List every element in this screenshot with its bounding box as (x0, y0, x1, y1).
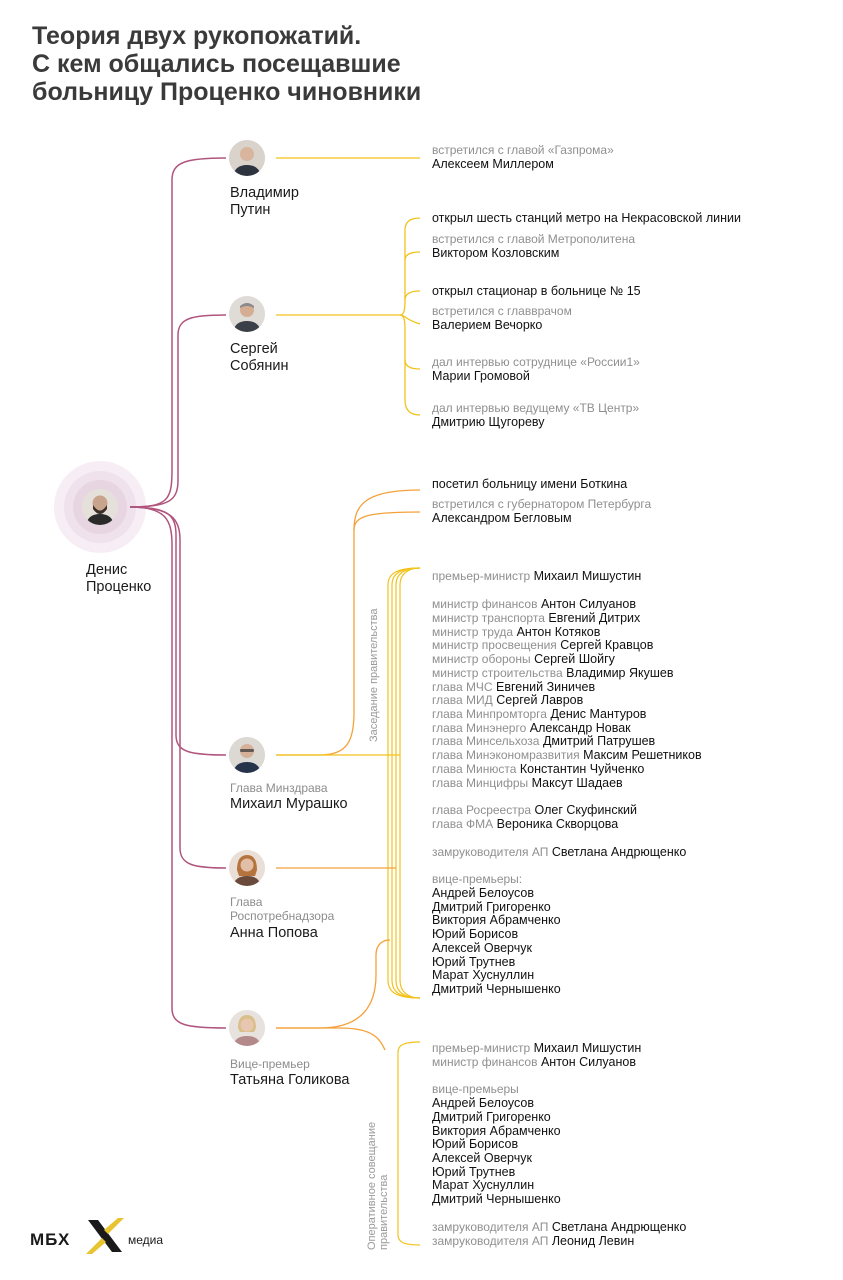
list-item: глава Росреестра Олег Скуфинский (432, 803, 638, 817)
sobyanin-avatar (229, 296, 265, 332)
trunk-to-murashko (130, 507, 226, 755)
person-avatar-icon (229, 1010, 265, 1046)
list-item: Алексей Оверчук (432, 941, 532, 955)
golikova-to-gov (276, 940, 390, 1028)
list-item: министр транспорта Евгений Дитрих (432, 611, 641, 625)
list-item: Виктория Абрамченко (432, 913, 561, 927)
sobyanin-branch-down2 (405, 360, 420, 369)
mbh-x-logo-icon (84, 1216, 126, 1256)
list-item: глава ФМА Вероника Скворцова (432, 817, 619, 831)
sobyanin-link-1: открыл шесть станций метро на Некрасовской линии (432, 211, 741, 225)
list-item: Юрий Трутнев (432, 955, 516, 969)
popova-name: Анна Попова (230, 925, 318, 941)
list-item: глава Минцифры Максут Шадаев (432, 776, 623, 790)
sobyanin-branch-mid (405, 291, 420, 300)
murashko-link-lines (276, 490, 420, 755)
page-title (32, 22, 592, 106)
person-avatar-icon (229, 850, 265, 886)
op-bracket-top (398, 1042, 420, 1060)
op-meeting-label: Оперативное совещание правительства (366, 1121, 390, 1250)
gov-bracket-4 (400, 568, 420, 755)
golikova-link-lines (276, 940, 390, 1050)
sobyanin-link-2: встретился с главой Метрополитена Виктором Козловским (432, 232, 635, 260)
sobyanin-link-6: дал интервью ведущему «ТВ Центр» Дмитрию Щугореву (432, 401, 640, 429)
sobyanin-link-5: дал интервью сотруднице «России1» Марии Громовой (432, 355, 640, 383)
title-line-2: С кем общались посещавшие (32, 50, 401, 78)
list-item: министр финансов Антон Силуанов (432, 1055, 636, 1069)
list-item: министр финансов Антон Силуанов (432, 597, 636, 611)
logo-text: МБХ (30, 1230, 71, 1249)
person-avatar-icon (82, 489, 118, 525)
murashko-to-botkin (276, 490, 420, 755)
murashko-name: Михаил Мурашко (230, 796, 348, 812)
list-item: Дмитрий Григоренко (432, 1110, 551, 1124)
gov-meeting-label: Заседание правительства (368, 608, 380, 742)
person-avatar-icon (229, 737, 265, 773)
list-item: Марат Хуснуллин (432, 968, 535, 982)
golikova-to-op (276, 1028, 385, 1050)
list-item: Дмитрий Чернышенко (432, 1192, 561, 1206)
list-item: глава МЧС Евгений Зиничев (432, 680, 596, 694)
list-item: Андрей Белоусов (432, 1096, 534, 1110)
logo-subtitle: медиа (128, 1233, 164, 1247)
trunk-to-sobyanin (130, 315, 226, 507)
gov-bracket-1 (388, 568, 420, 755)
popova-avatar (229, 850, 265, 886)
list-item: Юрий Трутнев (432, 1165, 516, 1179)
list-item: министр просвещения Сергей Кравцов (432, 638, 654, 652)
vice-premiers-label: вице-премьеры: (432, 872, 523, 886)
protsenko-avatar (82, 489, 118, 525)
list-item: глава Минпромторга Денис Мантуров (432, 707, 647, 721)
list-item: министр обороны Сергей Шойгу (432, 652, 615, 666)
list-item: Дмитрий Чернышенко (432, 982, 561, 996)
protsenko-name: Денис Проценко (86, 562, 152, 595)
sobyanin-branch-up (400, 218, 420, 315)
list-item: глава Минэкономразвития Максим Решетников (432, 748, 702, 762)
murashko-role: Глава Минздрава (230, 781, 328, 795)
op-vice-premiers-label: вице-премьеры (432, 1082, 519, 1096)
murashko-to-beglov (354, 512, 420, 530)
list-item: замруководителя АП Светлана Андрющенко (432, 845, 687, 859)
golikova-avatar (229, 1010, 265, 1046)
sobyanin-branch-down (400, 315, 420, 415)
list-item: Юрий Борисов (432, 1137, 519, 1151)
gov-bracket-8 (400, 755, 420, 998)
murashko-link-1: посетил больницу имени Боткина (432, 477, 628, 491)
list-item: замруководителя АП Леонид Левин (432, 1234, 635, 1248)
putin-link-1: встретился с главой «Газпрома» Алексеем Миллером (432, 143, 614, 171)
op-bracket-lines (398, 1042, 420, 1245)
list-item: глава МИД Сергей Лавров (432, 693, 584, 707)
title-line-3: больницу Проценко чиновники (32, 78, 422, 106)
list-item: глава Минсельхоза Дмитрий Патрушев (432, 734, 656, 748)
person-avatar-icon (229, 296, 265, 332)
list-item: премьер-министр Михаил Мишустин (432, 1041, 642, 1055)
putin-avatar (229, 140, 265, 176)
list-item: замруководителя АП Светлана Андрющенко (432, 1220, 687, 1234)
golikova-name: Татьяна Голикова (230, 1072, 350, 1088)
popova-role: Глава Роспотребнадзора (230, 895, 335, 923)
sobyanin-link-lines (276, 218, 420, 415)
golikova-role: Вице-премьер (230, 1057, 310, 1071)
list-item: Юрий Борисов (432, 927, 519, 941)
sobyanin-link-3: открыл стационар в больнице № 15 (432, 284, 641, 298)
list-item: министр труда Антон Котяков (432, 625, 601, 639)
sobyanin-name: Сергей Собянин (230, 341, 289, 374)
person-avatar-icon (229, 140, 265, 176)
list-item: глава Минюста Константин Чуйченко (432, 762, 645, 776)
gov-bracket-5 (388, 755, 420, 998)
murashko-avatar (229, 737, 265, 773)
list-item: Андрей Белоусов (432, 886, 534, 900)
list-item: Алексей Оверчук (432, 1151, 532, 1165)
list-item: Марат Хуснуллин (432, 1178, 535, 1192)
murashko-link-2: встретился с губернатором Петербурга Александром Бегловым (432, 497, 652, 525)
title-line-1: Теория двух рукопожатий. (32, 22, 362, 50)
list-item: Виктория Абрамченко (432, 1124, 561, 1138)
list-item: премьер-министр Михаил Мишустин (432, 569, 642, 583)
sobyanin-branch-up2 (405, 252, 420, 260)
list-item: Дмитрий Григоренко (432, 900, 551, 914)
list-item: глава Минэнерго Александр Новак (432, 721, 631, 735)
sobyanin-link-4: встретился с главврачом Валерием Вечорко (432, 304, 572, 332)
putin-name: Владимир Путин (230, 185, 299, 218)
op-bracket-spine (398, 1060, 420, 1245)
list-item: министр строительства Владимир Якушев (432, 666, 674, 680)
